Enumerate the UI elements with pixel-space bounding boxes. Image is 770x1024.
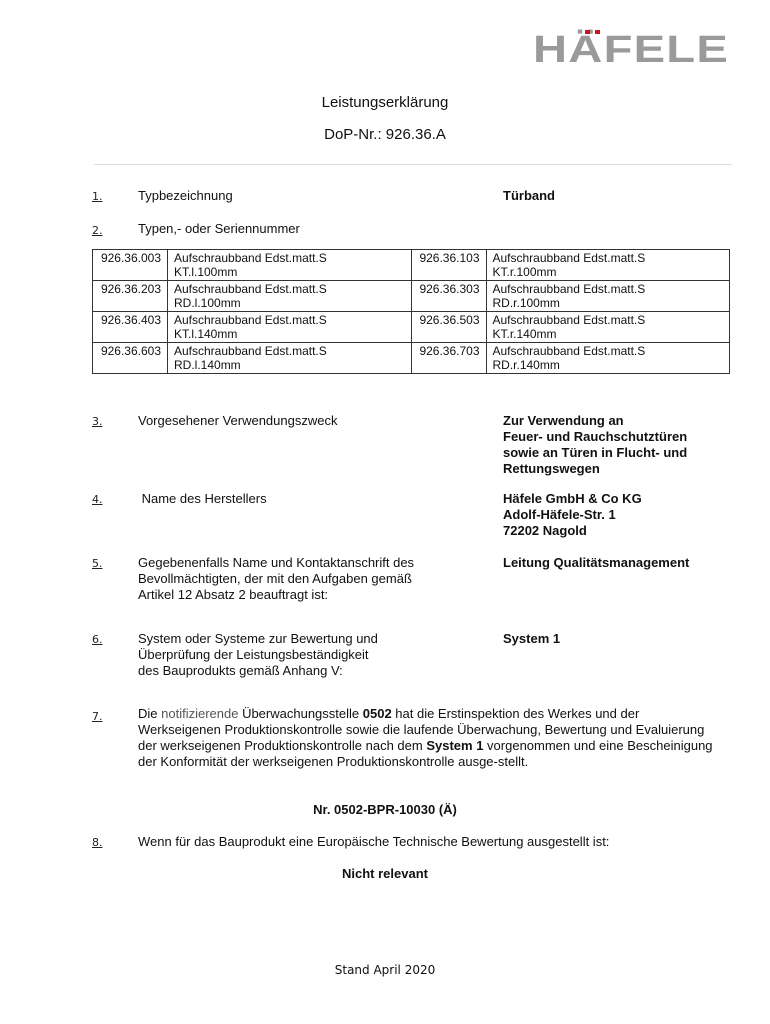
item-number-4: 4. xyxy=(92,493,103,506)
table-row xyxy=(93,343,730,374)
type-code: 926.36.503 xyxy=(411,312,486,343)
text-fragment: Die xyxy=(138,706,162,721)
type-code: 926.36.303 xyxy=(411,281,486,312)
text-fragment: notifizierende xyxy=(161,706,239,721)
type-description: Aufschraubband Edst.matt.S RD.l.140mm xyxy=(168,343,412,374)
item-label-8: Wenn für das Bauprodukt eine Europäische Technische Bewertung ausgestellt ist: xyxy=(138,834,610,849)
document-title: Leistungserklärung xyxy=(321,94,449,111)
item-label-6: System oder Systeme zur Bewertung und Überprüfung der Leistungsbeständigkeit des Bauprodukts gemäß Anhang V: xyxy=(138,631,378,678)
type-description: Aufschraubband Edst.matt.S KT.r.100mm xyxy=(486,250,730,281)
umlaut-dot-left xyxy=(585,30,590,34)
item-value-6: System 1 xyxy=(503,631,561,646)
type-description: Aufschraubband Edst.matt.S RD.l.100mm xyxy=(168,281,412,312)
type-code: 926.36.003 xyxy=(93,250,168,281)
text-fragment: hat die Erstinspektion des Werkes und der Werkseigenen Produktionskontrolle sowie die laufende Überwachung, Bewertung und Evaluierung der werkseigenen Produktionskontrolle nach dem xyxy=(138,706,705,753)
umlaut-dot-right xyxy=(595,30,600,34)
type-code: 926.36.403 xyxy=(93,312,168,343)
item-number-7: 7. xyxy=(92,710,103,723)
type-description: Aufschraubband Edst.matt.S KT.l.100mm xyxy=(168,250,412,281)
text-fragment: Überwachungsstelle xyxy=(238,706,363,721)
logo-text: HÄFELE xyxy=(533,29,691,68)
item-text-7 xyxy=(138,706,718,770)
item-number-3: 3. xyxy=(92,415,103,428)
item-value-1: Türband xyxy=(503,188,555,203)
type-code: 926.36.603 xyxy=(93,343,168,374)
item-value-5: Leitung Qualitätsmanagement xyxy=(503,555,690,570)
item-label-5: Gegebenenfalls Name und Kontaktanschrift des Bevollmächtigten, der mit den Aufgaben gemäß Artikel 12 Absatz 2 beauftragt ist: xyxy=(138,555,415,602)
type-description: Aufschraubband Edst.matt.S KT.r.140mm xyxy=(486,312,730,343)
notified-body-number: 0502 xyxy=(362,706,392,721)
type-description: Aufschraubband Edst.matt.S RD.r.100mm xyxy=(486,281,730,312)
item-label-2: Typen,- oder Seriennummer xyxy=(138,221,300,236)
item-number-8: 8. xyxy=(92,836,103,849)
table-row xyxy=(93,281,730,312)
text-fragment: vorgenommen und eine Bescheinigung der Konformität der werkseigenen Produktionskontrolle ausge-stellt. xyxy=(138,738,713,769)
item-label-1: Typbezeichnung xyxy=(138,188,233,203)
divider xyxy=(94,164,732,165)
item-value-4: Häfele GmbH & Co KG Adolf-Häfele-Str. 1 72202 Nagold xyxy=(503,491,642,538)
types-table xyxy=(92,249,730,374)
table-row xyxy=(93,312,730,343)
type-code: 926.36.103 xyxy=(411,250,486,281)
system-reference: System 1 xyxy=(426,738,484,753)
table-row xyxy=(93,250,730,281)
footer-date: Stand April 2020 xyxy=(334,963,436,977)
hafele-logo xyxy=(533,28,733,68)
type-description: Aufschraubband Edst.matt.S RD.r.140mm xyxy=(486,343,730,374)
type-code: 926.36.703 xyxy=(411,343,486,374)
item-number-2: 2. xyxy=(92,224,103,237)
item-number-1: 1. xyxy=(92,190,103,203)
hafele-logo-graphic xyxy=(533,28,733,68)
item-label-3: Vorgesehener Verwendungszweck xyxy=(138,413,338,428)
dop-number: DoP-Nr.: 926.36.A xyxy=(324,126,446,143)
type-description: Aufschraubband Edst.matt.S KT.l.140mm xyxy=(168,312,412,343)
item-number-6: 6. xyxy=(92,633,103,646)
item-label-4: Name des Herstellers xyxy=(138,491,267,506)
item-value-3: Zur Verwendung an Feuer- und Rauchschutztüren sowie an Türen in Flucht- und Rettungswegen xyxy=(503,413,688,476)
item-value-8: Nicht relevant xyxy=(342,866,428,881)
type-code: 926.36.203 xyxy=(93,281,168,312)
item-number-5: 5. xyxy=(92,557,103,570)
certificate-number: Nr. 0502-BPR-10030 (Ä) xyxy=(313,802,457,817)
